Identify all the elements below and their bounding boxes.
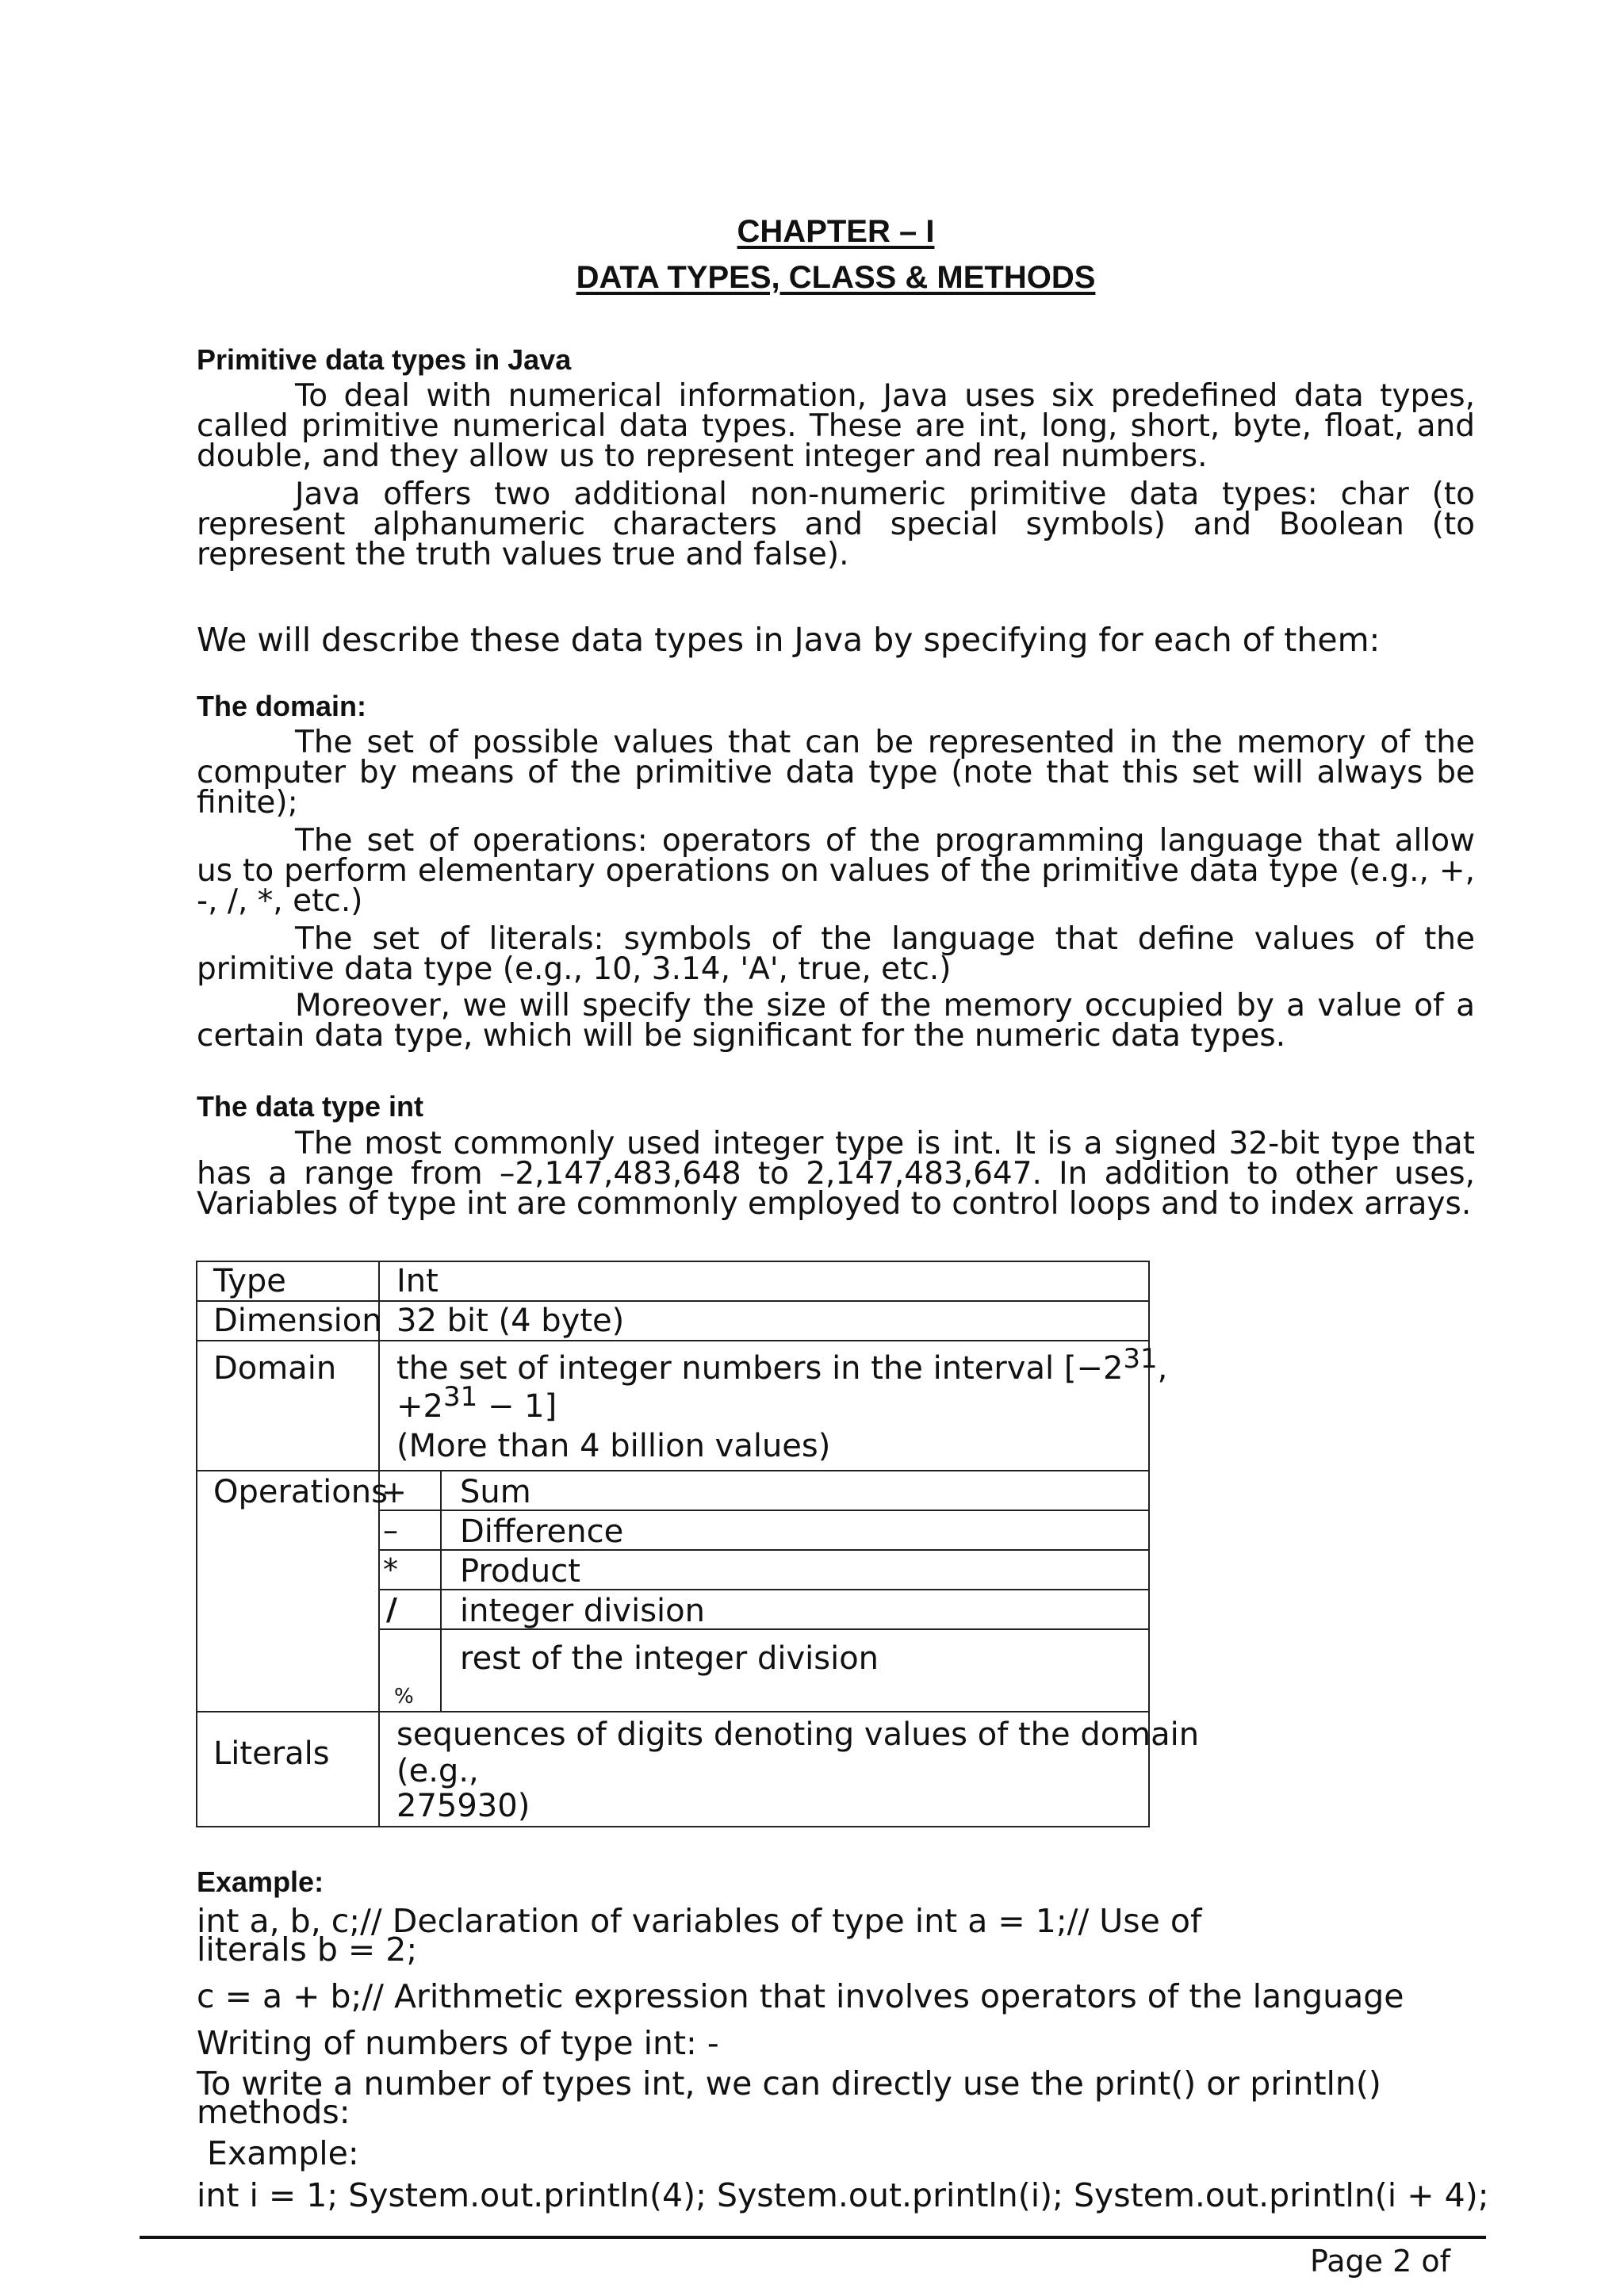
table-rule bbox=[378, 1261, 380, 1827]
code-declaration: int a, b, c;// Declaration of variables of type int a = 1;// Use of bbox=[197, 1902, 1202, 1940]
label-domain: Domain bbox=[213, 1350, 337, 1387]
table-rule bbox=[196, 1470, 1150, 1471]
operation-product: Product bbox=[460, 1553, 580, 1590]
value-dimension: 32 bit (4 byte) bbox=[396, 1303, 625, 1339]
page-number: Page 2 of bbox=[1310, 2244, 1450, 2279]
paragraph-primitive-1: To deal with numerical information, Java uses six predefined data types, called primitive numerical data types. These are int, long, short, byte, float, and double, and they allow us to represent integer and real numbers. bbox=[197, 378, 1475, 474]
label-dimension: Dimension bbox=[213, 1303, 382, 1339]
operation-remainder: rest of the integer division bbox=[460, 1640, 879, 1677]
table-rule bbox=[196, 1261, 197, 1827]
code-println: int i = 1; System.out.println(4); System.out.println(i); System.out.println(i + 4); bbox=[197, 2176, 1489, 2214]
label-literals: Literals bbox=[213, 1735, 330, 1772]
section-heading-domain: The domain: bbox=[197, 690, 366, 722]
operation-integer-division: integer division bbox=[460, 1593, 705, 1629]
operator-plus: + bbox=[381, 1475, 407, 1510]
value-type: Int bbox=[396, 1263, 439, 1299]
table-rule bbox=[196, 1826, 1150, 1827]
describe-sentence: We will describe these data types in Java by specifying for each of them: bbox=[197, 621, 1381, 659]
value-domain-line-2: $+2^{31} - 1$] bbox=[396, 1381, 557, 1425]
operator-divide: / bbox=[386, 1592, 397, 1627]
code-declaration-cont: literals b = 2; bbox=[197, 1931, 418, 1969]
paragraph-domain-1: The set of possible values that can be represented in the memory of the computer by means of the primitive data type (note that this set will always be finite); bbox=[197, 725, 1475, 821]
section-heading-int: The data type int bbox=[197, 1090, 424, 1123]
write-int-line: To write a number of types int, we can directly use the print() or println() bbox=[197, 2064, 1381, 2103]
chapter-title: DATA TYPES, CLASS & METHODS bbox=[576, 260, 1096, 295]
operation-sum: Sum bbox=[460, 1474, 531, 1510]
int-type-table bbox=[196, 1261, 1200, 1827]
paragraph-int: The most commonly used integer type is int. It is a signed 32-bit type that has a range from –2,147,483,648 to 2,147,483,647. In addition to other uses, Variables of type int are commonly employed to control loops and to index arrays. bbox=[197, 1126, 1475, 1222]
paragraph-domain-2: The set of operations: operators of the programming language that allow us to perform elementary operations on values of the primitive data type (e.g., +, -, /, *, etc.) bbox=[197, 823, 1475, 919]
operation-difference: Difference bbox=[460, 1513, 624, 1550]
table-rule bbox=[440, 1470, 442, 1711]
value-literals-line-1: sequences of digits denoting values of the domain bbox=[396, 1716, 1200, 1753]
writing-numbers-line: Writing of numbers of type int: - bbox=[197, 2024, 719, 2062]
value-literals-line-2: (e.g., bbox=[396, 1753, 479, 1789]
section-heading-primitive: Primitive data types in Java bbox=[197, 343, 572, 376]
value-domain-line-3: (More than 4 billion values) bbox=[396, 1428, 831, 1464]
chapter-number: CHAPTER – I bbox=[737, 214, 935, 249]
footer-rule bbox=[140, 2236, 1486, 2239]
table-rule bbox=[196, 1711, 1150, 1712]
code-arithmetic: c = a + b;// Arithmetic expression that involves operators of the language bbox=[197, 1977, 1404, 2015]
operator-minus: – bbox=[383, 1513, 398, 1548]
operator-modulo: % bbox=[394, 1685, 414, 1709]
value-domain-line-1: the set of integer numbers in the interval [$-2^{31}$, bbox=[396, 1343, 1168, 1387]
paragraph-primitive-2: Java offers two additional non-numeric primitive data types: char (to represent alphanumeric characters and special symbols) and Boolean (to represent the truth values true and false). bbox=[197, 476, 1475, 572]
example-heading: Example: bbox=[197, 1866, 324, 1898]
label-type: Type bbox=[213, 1263, 286, 1299]
paragraph-domain-3: The set of literals: symbols of the language that define values of the primitive data type (e.g., 10, 3.14, 'A', true, etc.) bbox=[197, 921, 1475, 987]
write-int-line-cont: methods: bbox=[197, 2093, 350, 2131]
example-label: Example: bbox=[197, 2134, 359, 2172]
paragraph-domain-4: Moreover, we will specify the size of the memory occupied by a value of a certain data type, which will be significant for the numeric data types. bbox=[197, 988, 1475, 1054]
value-literals-line-3: 275930) bbox=[396, 1788, 530, 1824]
label-operations: Operations bbox=[213, 1474, 388, 1510]
table-rule bbox=[196, 1261, 1150, 1262]
table-rule bbox=[196, 1340, 1150, 1341]
operator-multiply: * bbox=[383, 1552, 398, 1587]
